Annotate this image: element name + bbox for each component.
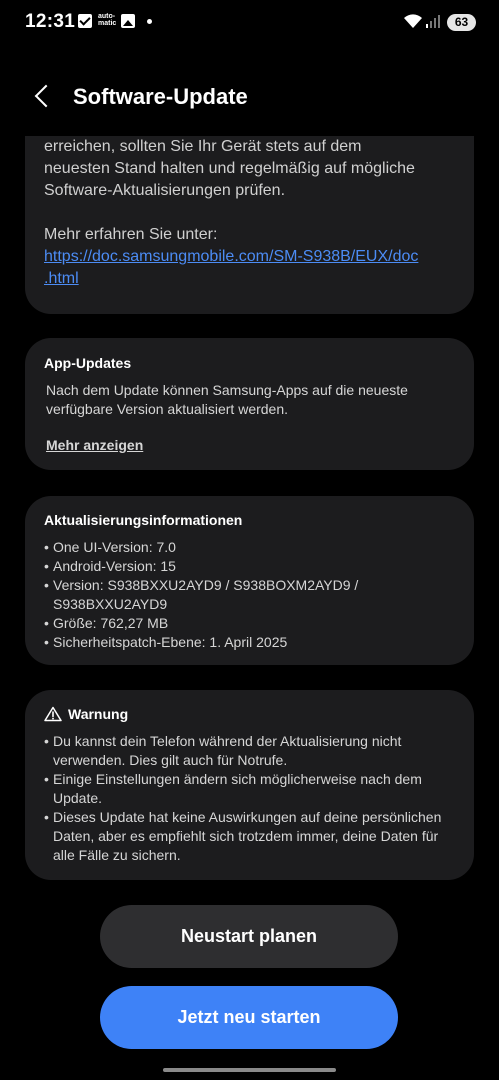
warning-title: Warnung — [68, 706, 129, 722]
update-info-item: • Sicherheitspatch-Ebene: 1. April 2025 — [44, 633, 455, 652]
status-time: 12:31 — [25, 11, 76, 32]
app-updates-title: App-Updates — [44, 355, 132, 371]
signal-icon — [425, 13, 441, 29]
update-info-list — [44, 538, 455, 652]
documentation-link-continued[interactable]: .html — [44, 270, 79, 287]
image-icon — [121, 14, 135, 28]
status-bar — [0, 0, 499, 46]
home-indicator[interactable] — [163, 1068, 336, 1072]
page-title: Software-Update — [73, 84, 248, 109]
app-header — [0, 70, 499, 126]
description-line: erreichen, sollten Sie Ihr Gerät stets auf dem — [44, 138, 362, 155]
description-line: neuesten Stand halten und regelmäßig auf mögliche — [44, 160, 415, 177]
documentation-link[interactable]: https://doc.samsungmobile.com/SM-S938B/EUX/doc — [44, 248, 419, 265]
restart-now-button[interactable]: Jetzt neu starten — [100, 986, 398, 1049]
schedule-restart-button[interactable]: Neustart planen — [100, 905, 398, 968]
battery-indicator: 63 — [447, 14, 476, 31]
notification-label: auto- matic — [98, 13, 117, 27]
description-line: Software-Aktualisierungen prüfen. — [44, 182, 286, 199]
warning-list — [44, 732, 455, 865]
warning-triangle-icon — [44, 706, 62, 722]
checkbox-icon — [78, 14, 92, 28]
description-text — [44, 136, 456, 202]
warning-item: • Du kannst dein Telefon während der Aktualisierung nicht verwenden. Dies gilt auch für Notrufe. — [44, 732, 455, 770]
update-info-item: • One UI-Version: 7.0 — [44, 538, 455, 557]
back-button[interactable] — [28, 82, 58, 112]
update-info-item: • Android-Version: 15 — [44, 557, 455, 576]
update-info-item: • Version: S938BXXU2AYD9 / S938BOXM2AYD9 / S938BXXU2AYD9 — [44, 576, 455, 614]
warning-card — [25, 690, 474, 880]
more-info-label: Mehr erfahren Sie unter: — [44, 226, 218, 243]
update-info-title: Aktualisierungsinformationen — [44, 512, 243, 528]
description-card — [25, 136, 474, 314]
show-more-button[interactable]: Mehr anzeigen — [46, 437, 144, 453]
app-updates-body: Nach dem Update können Samsung-Apps auf die neueste verfügbare Version aktualisiert werden. — [46, 382, 408, 417]
update-info-card — [25, 496, 474, 665]
warning-header — [44, 706, 455, 722]
more-notifications-dot-icon — [147, 19, 152, 24]
app-updates-card — [25, 338, 474, 470]
warning-item: • Dieses Update hat keine Auswirkungen auf deine persönlichen Daten, aber es empfiehlt sich trotzdem immer, deine Daten für alle Fälle zu sichern. — [44, 808, 455, 865]
wifi-icon — [403, 13, 423, 29]
update-info-item: • Größe: 762,27 MB — [44, 614, 455, 633]
warning-item: • Einige Einstellungen ändern sich möglicherweise nach dem Update. — [44, 770, 455, 808]
